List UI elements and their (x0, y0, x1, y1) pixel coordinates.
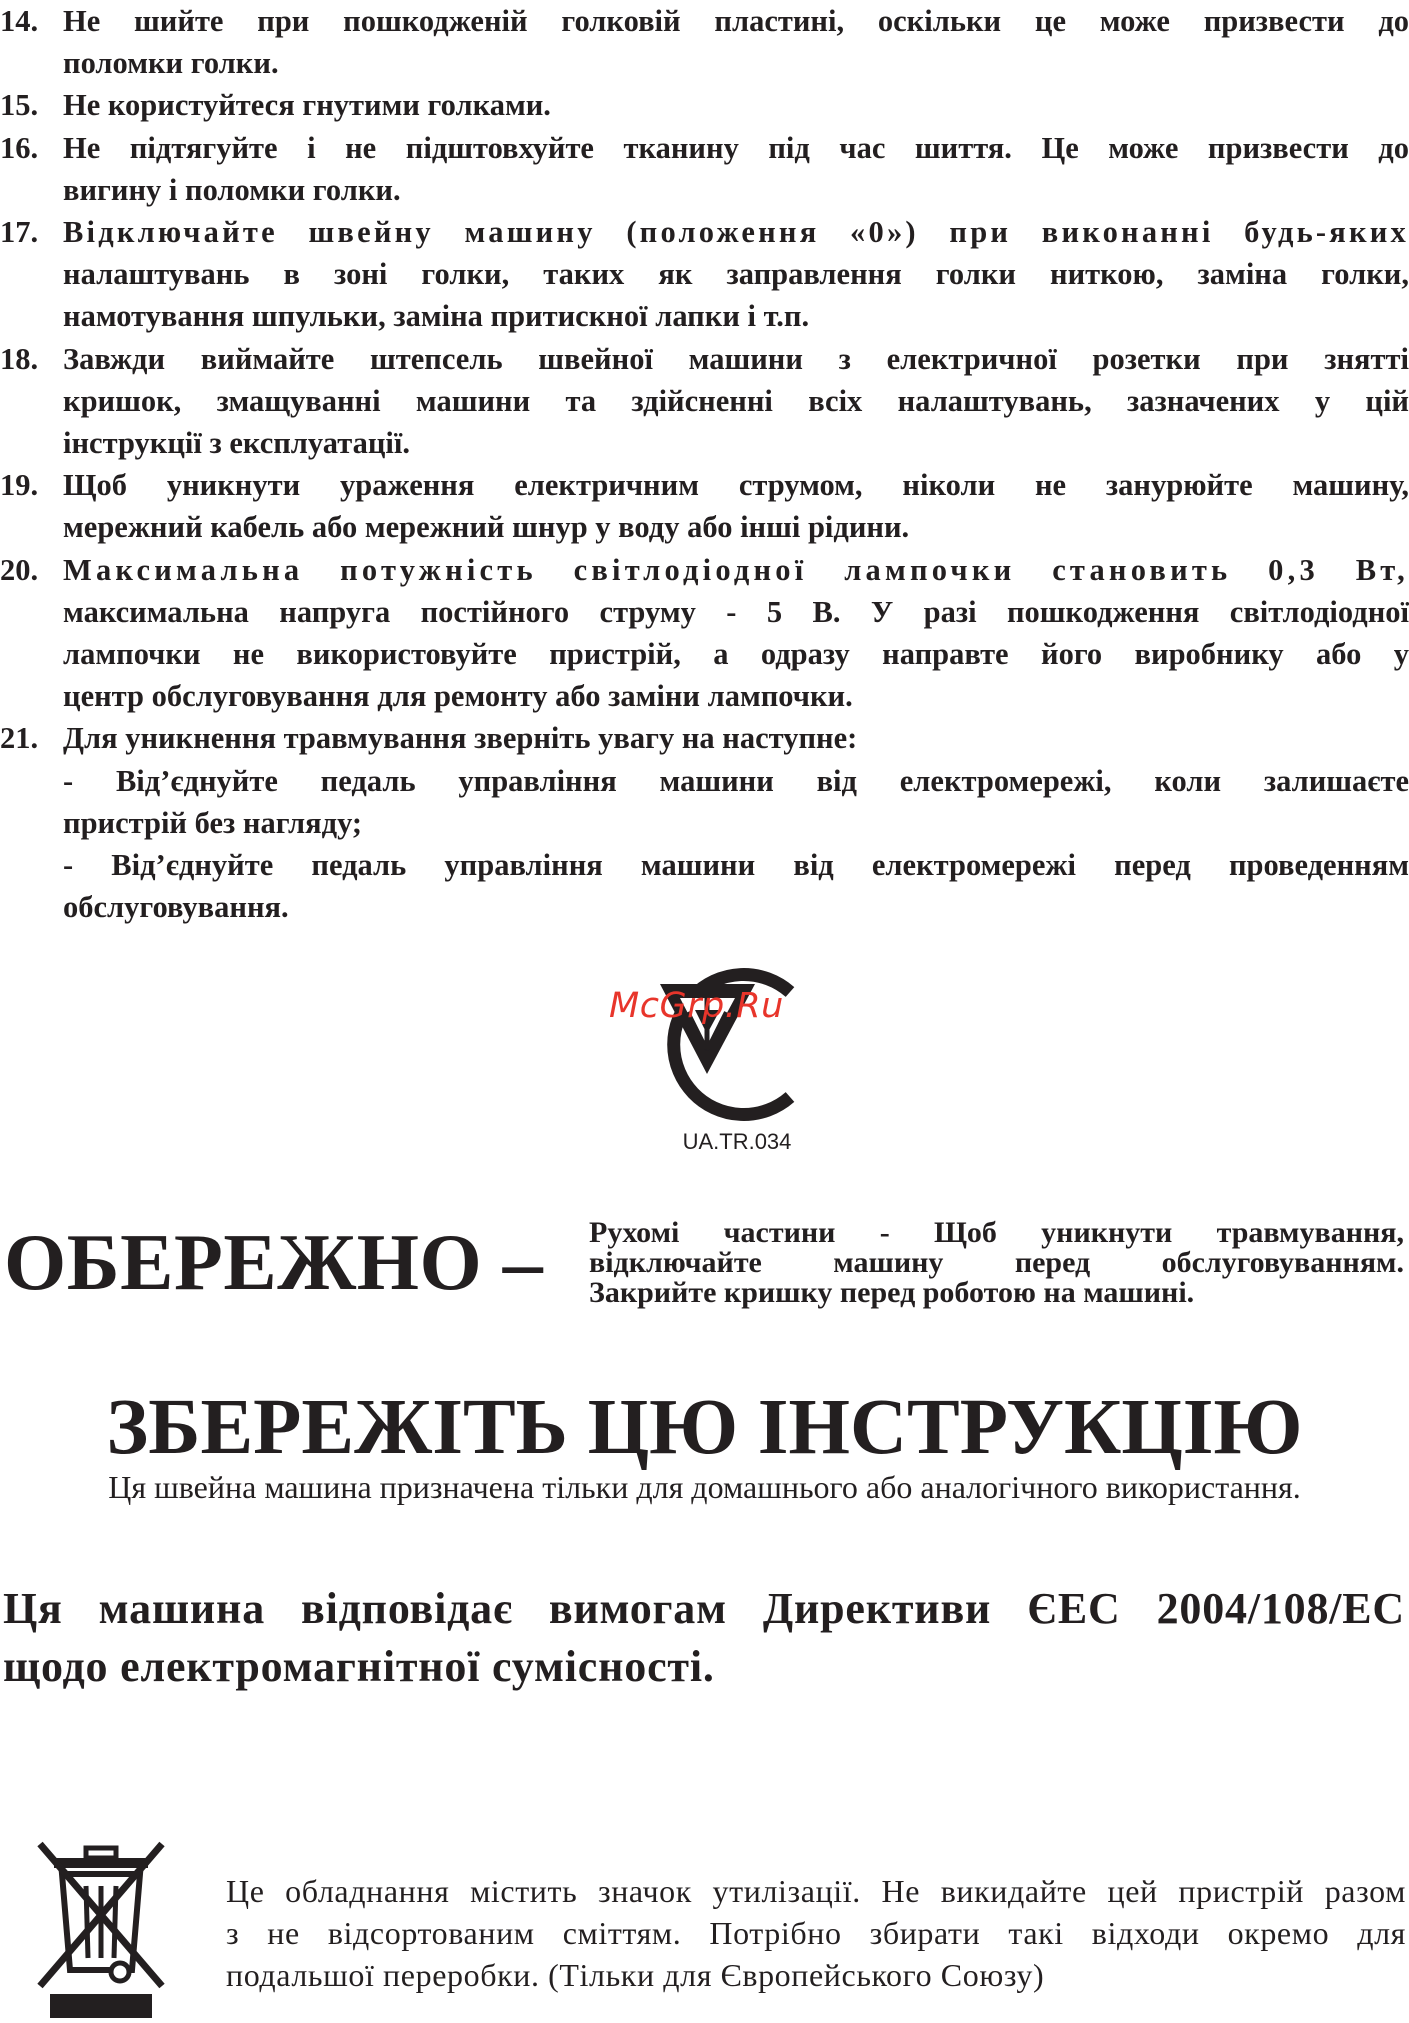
caution-line: відключайте машину перед обслуговуванням. (589, 1246, 1404, 1279)
rule-text (63, 549, 1409, 718)
rule-text (63, 464, 1409, 548)
rule-20 (0, 549, 1409, 718)
rule-line: Для уникнення травмування зверніть увагу на наступне: (63, 721, 858, 756)
rule-text (63, 717, 1409, 928)
caution-title: ОБЕРЕЖНО – (4, 1219, 544, 1307)
disposal-notice (226, 1870, 1406, 1996)
rule-line: обслуговування. (63, 890, 289, 925)
crossed-out-bin-icon (36, 1840, 166, 2020)
rule-line: поломки голки. (63, 46, 279, 81)
disposal-line: подальшої переробки. (Тільки для Європейського Союзу) (226, 1957, 1045, 1993)
save-instructions-title: ЗБЕРЕЖІТЬ ЦЮ ІНСТРУКЦІЮ (106, 1384, 1303, 1471)
rule-line: налаштувань в зоні голки, таких як заправлення голки ниткою, заміна голки, (63, 257, 1409, 292)
watermark: McGrp.Ru (609, 986, 784, 1026)
rule-text (63, 127, 1409, 211)
rule-17 (0, 211, 1409, 338)
intended-use-note: Ця швейна машина призначена тільки для домашнього або аналогічного використання. (108, 1469, 1301, 1505)
rule-text (63, 0, 1409, 84)
rule-text (63, 84, 1409, 126)
rule-line: мережний кабель або мережний шнур у воду або інші рідини. (63, 510, 910, 545)
caution-line: Закрийте кришку перед роботою на машині. (589, 1276, 1195, 1309)
rule-line: вигину і поломки голки. (63, 172, 401, 207)
rule-text (63, 338, 1409, 465)
rule-line: Щоб уникнути ураження електричним струмом, ніколи не занурюйте машину, (63, 468, 1409, 503)
caution-text (589, 1218, 1404, 1308)
rule-16 (0, 127, 1409, 211)
safety-rules-list (0, 0, 1409, 928)
rule-line: лампочки не використовуйте пристрій, а одразу направте його виробнику або у (63, 637, 1409, 672)
rule-number: 20. (0, 552, 39, 587)
rule-line: - Від’єднуйте педаль управління машини від електромережі перед проведенням (63, 848, 1409, 883)
rule-line: інструкції з експлуатації. (63, 426, 410, 461)
rule-number: 14. (0, 4, 39, 38)
rule-line: максимальна напруга постійного струму - 5 В. У разі пошкодження світлодіодної (63, 594, 1409, 629)
rule-text (63, 211, 1409, 338)
rule-number: 15. (0, 88, 39, 123)
rule-14 (0, 0, 1409, 84)
rule-15 (0, 84, 1409, 126)
rule-line: Не шийте при пошкодженій голковій пластині, оскільки це може призвести до (63, 4, 1409, 38)
rule-number: 17. (0, 215, 39, 250)
rule-line: намотування шпульки, заміна притискної лапки і т.п. (63, 299, 810, 334)
rule-19 (0, 464, 1409, 548)
rule-line: Не підтягуйте і не підштовхуйте тканину під час шиття. Це може призвести до (63, 130, 1409, 165)
rule-line: Відключайте швейну машину (положення «0») при виконанні будь-яких (63, 215, 1409, 250)
rule-line: пристрій без нагляду; (63, 805, 363, 840)
certification-code: UA.TR.034 (682, 1129, 792, 1154)
rule-18 (0, 338, 1409, 465)
rule-number: 18. (0, 341, 39, 376)
directive-line: щодо електромагнітної сумісності. (3, 1642, 715, 1691)
rule-line: кришок, змащуванні машини та здійсненні всіх налаштувань, зазначених у цій (63, 383, 1409, 418)
rule-number: 19. (0, 468, 39, 503)
rule-line: Не користуйтеся гнутими голками. (63, 88, 551, 123)
caution-line: Рухомі частини - Щоб уникнути травмування, (589, 1216, 1404, 1249)
ukrainian-certification-mark-icon (640, 952, 820, 1152)
rule-line: Максимальна потужність світлодіодної лампочки становить 0,3 Вт, (63, 552, 1409, 587)
rule-line: - Від’єднуйте педаль управління машини від електромережі, коли залишаєте (63, 763, 1409, 798)
rule-line: Завжди виймайте штепсель швейної машини з електричної розетки при знятті (63, 341, 1409, 376)
rule-21 (0, 717, 1409, 928)
rule-line: центр обслуговування для ремонту або заміни лампочки. (63, 679, 853, 714)
emc-directive-statement (3, 1580, 1405, 1696)
disposal-line: Це обладнання містить значок утилізації. Не викидайте цей пристрій разом (226, 1873, 1406, 1909)
directive-line: Ця машина відповідає вимогам Директиви ЄЕС 2004/108/EC (3, 1584, 1405, 1633)
rule-number: 21. (0, 721, 39, 756)
disposal-line: з не відсортованим сміттям. Потрібно збирати такі відходи окремо для (226, 1915, 1406, 1951)
rule-number: 16. (0, 130, 39, 165)
